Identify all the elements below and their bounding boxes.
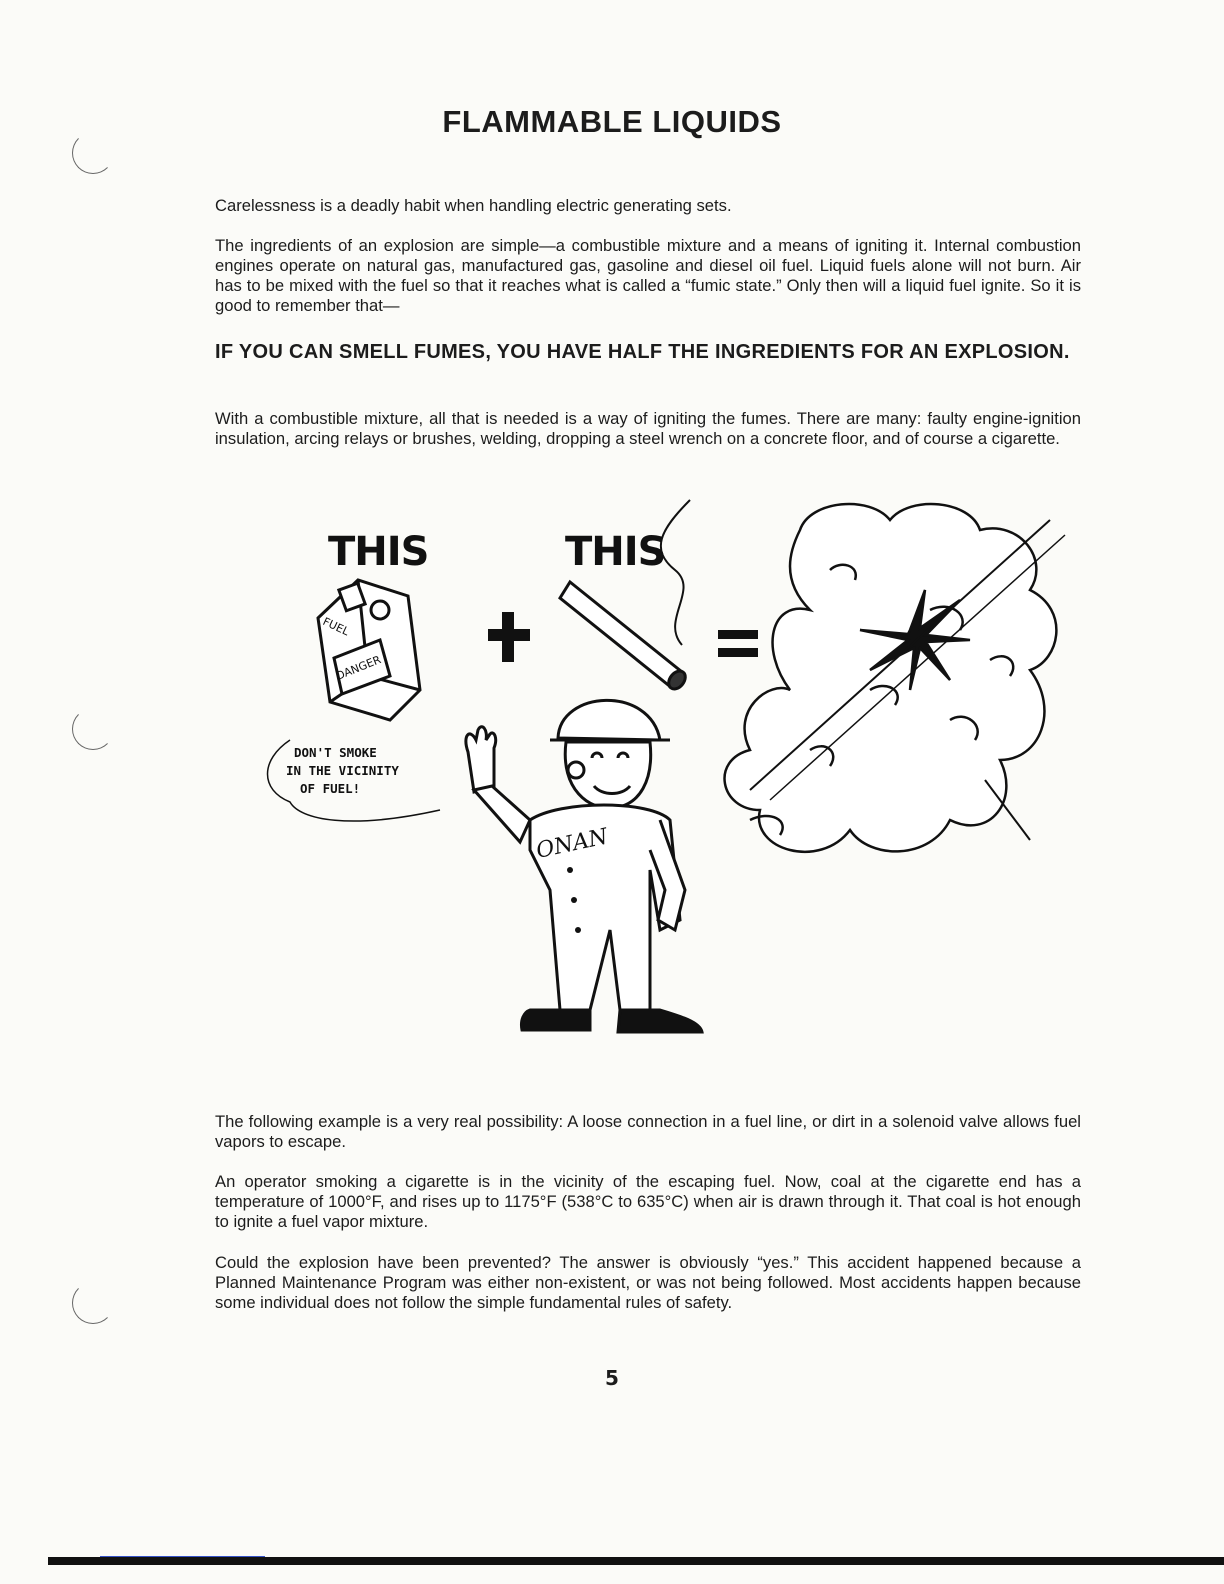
can-label-fuel: FUEL [320,614,352,639]
worker-figure [466,700,702,1032]
equals-icon [718,630,758,657]
shirt-logo: ONAN [534,824,611,864]
bubble-line-2: IN THE VICINITY [286,763,399,778]
page-number: 5 [605,1366,619,1390]
paragraph-prevention: Could the explosion have been prevented? The answer is obviously “yes.” This accident happened because a Planned Maintenance Program was either non-existent, or was not being followed. Most accidents happen because some individual does not follow the simple fundamental rules of safety. [215,1253,1081,1312]
punch-hole-middle [72,708,114,750]
punch-hole-bottom [72,1282,114,1324]
paragraph-example: The following example is a very real possibility: A loose connection in a fuel line, or dirt in a solenoid valve allows fuel vapors to escape. [215,1112,1081,1151]
scan-edge-bar [48,1557,1224,1565]
fuel-can-icon [318,580,420,720]
page-title: FLAMMABLE LIQUIDS [442,104,782,139]
paragraph-operator: An operator smoking a cigarette is in the vicinity of the escaping fuel. Now, coal at the cigarette end has a temperature of 1000°F, and rises up to 1175°F (538°C to 635°C) when air is drawn through it. That coal is hot enough to ignite a fuel vapor mixture. [215,1172,1081,1231]
bubble-line-1: DON'T SMOKE [294,745,377,760]
can-label-danger: DANGER [334,653,383,683]
safety-illustration [230,490,1090,1070]
plus-icon [488,612,530,662]
this-label-fuel: THIS [328,529,429,575]
paragraph-ingredients: The ingredients of an explosion are simple—a combustible mixture and a means of igniting it. Internal combustion engines operate on natural gas, manufactured gas, gasoline and diesel oil fuel. Liquid fuels alone will not burn. Air has to be mixed with the fuel so that it reaches what is called a “fumic state.” Only then will a liquid fuel ignite. So it is good to remember that— [215,236,1081,315]
explosion-icon [725,504,1065,852]
bubble-line-3: OF FUEL! [300,781,361,796]
this-label-cigarette: THIS [565,529,666,575]
paragraph-ignition: With a combustible mixture, all that is needed is a way of igniting the fumes. There are many: faulty engine-ignition insulation, arcing relays or brushes, welding, dropping a steel wrench on a concrete floor, and of course a cigarette. [215,409,1081,448]
paragraph-intro: Carelessness is a deadly habit when handling electric generating sets. [215,196,732,215]
illustration-svg [230,490,1090,1070]
speech-bubble [268,740,441,821]
warning-heading: IF YOU CAN SMELL FUMES, YOU HAVE HALF THE INGREDIENTS FOR AN EXPLOSION. [215,341,1070,363]
